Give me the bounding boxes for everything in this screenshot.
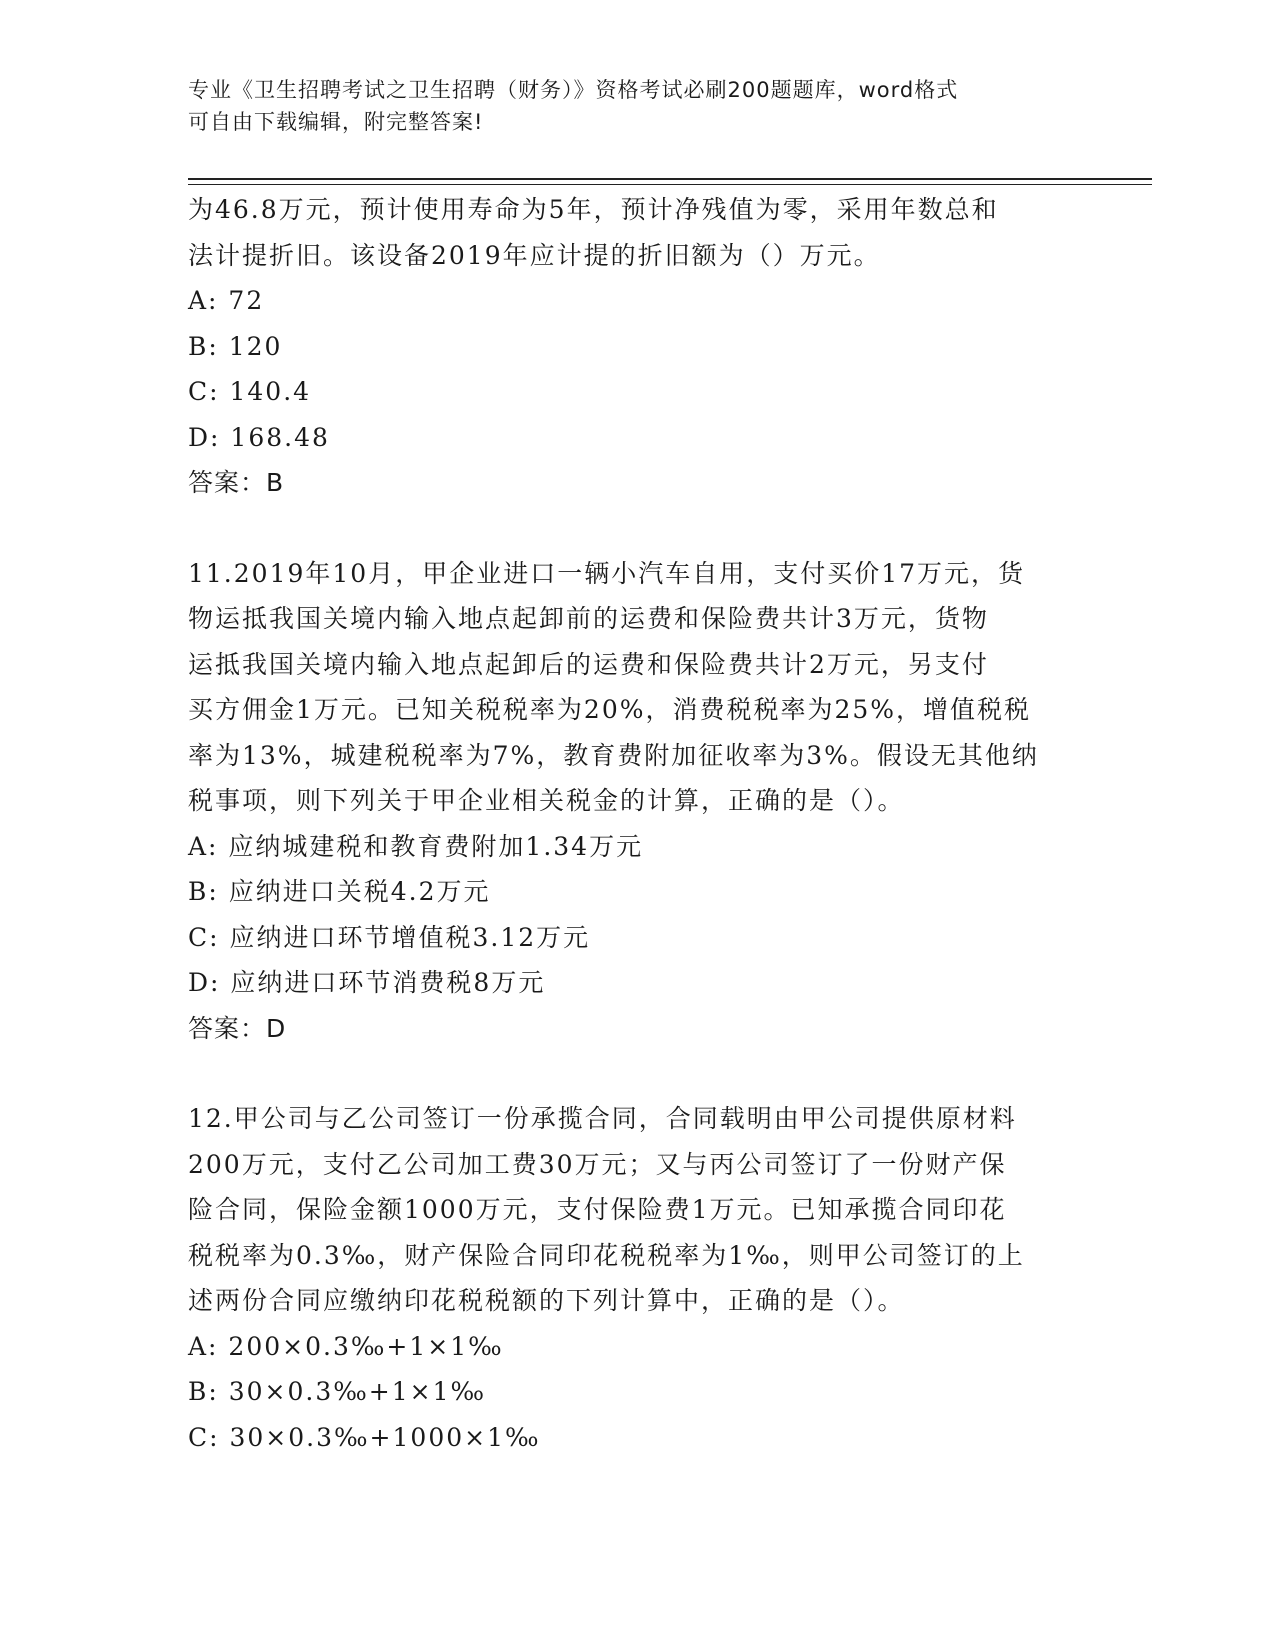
question-11 [188,551,1088,1052]
header-line-1: 专业《卫生招聘考试之卫生招聘（财务）》资格考试必刷200题题库，word格式 [188,78,959,102]
question-spacer [188,506,1088,551]
option-b: B: 30×0.3‰+1×1‰ [188,1377,487,1406]
question-stem-line: 率为13%，城建税税率为7%，教育费附加征收率为3%。假设无其他纳 [188,740,1039,770]
option-a: A: 200×0.3‰+1×1‰ [188,1331,504,1361]
question-12 [188,1096,1088,1460]
option-a: A: 应纳城建税和教育费附加1.34万元 [188,831,644,861]
option-c: C: 30×0.3‰+1000×1‰ [188,1422,541,1452]
header-divider-thin [188,184,1152,185]
page-header [188,74,1068,138]
document-body [188,187,1088,1460]
question-stem-line: 买方佣金1万元。已知关税税率为20%，消费税税率为25%，增值税税 [188,695,1032,724]
option-c: C: 应纳进口环节增值税3.12万元 [188,922,591,952]
option-a: A: 72 [188,286,265,315]
question-stem-line: 述两份合同应缴纳印花税税额的下列计算中，正确的是（）。 [188,1286,905,1315]
option-d: D: 应纳进口环节消费税8万元 [188,968,546,997]
question-stem-line: 物运抵我国关境内输入地点起卸前的运费和保险费共计3万元，货物 [188,604,989,633]
question-stem-line: 运抵我国关境内输入地点起卸后的运费和保险费共计2万元，另支付 [188,649,989,679]
answer-line: 答案：D [188,1013,287,1043]
question-stem-line: 险合同，保险金额1000万元，支付保险费1万元。已知承揽合同印花 [188,1195,1007,1224]
option-b: B: 120 [188,331,283,361]
question-stem-line: 为46.8万元，预计使用寿命为5年，预计净残值为零，采用年数总和 [188,195,999,224]
question-10 [188,187,1088,506]
option-b: B: 应纳进口关税4.2万元 [188,877,491,906]
option-d: D: 168.48 [188,422,330,452]
header-line-2: 可自由下载编辑，附完整答案! [188,110,484,134]
option-c: C: 140.4 [188,377,312,406]
question-stem-line: 200万元，支付乙公司加工费30万元；又与丙公司签订了一份财产保 [188,1149,1007,1179]
header-divider-thick [188,178,1152,180]
question-spacer [188,1051,1088,1096]
question-stem-line: 11.2019年10月，甲企业进口一辆小汽车自用，支付买价17万元，货 [188,558,1026,588]
question-stem-line: 12.甲公司与乙公司签订一份承揽合同，合同载明由甲公司提供原材料 [188,1104,1017,1133]
question-stem-line: 法计提折旧。该设备2019年应计提的折旧额为（）万元。 [188,240,881,270]
question-stem-line: 税税率为0.3‰，财产保险合同印花税税率为1‰，则甲公司签订的上 [188,1240,1025,1270]
answer-line: 答案：B [188,468,285,497]
question-stem-line: 税事项，则下列关于甲企业相关税金的计算，正确的是（）。 [188,786,905,815]
